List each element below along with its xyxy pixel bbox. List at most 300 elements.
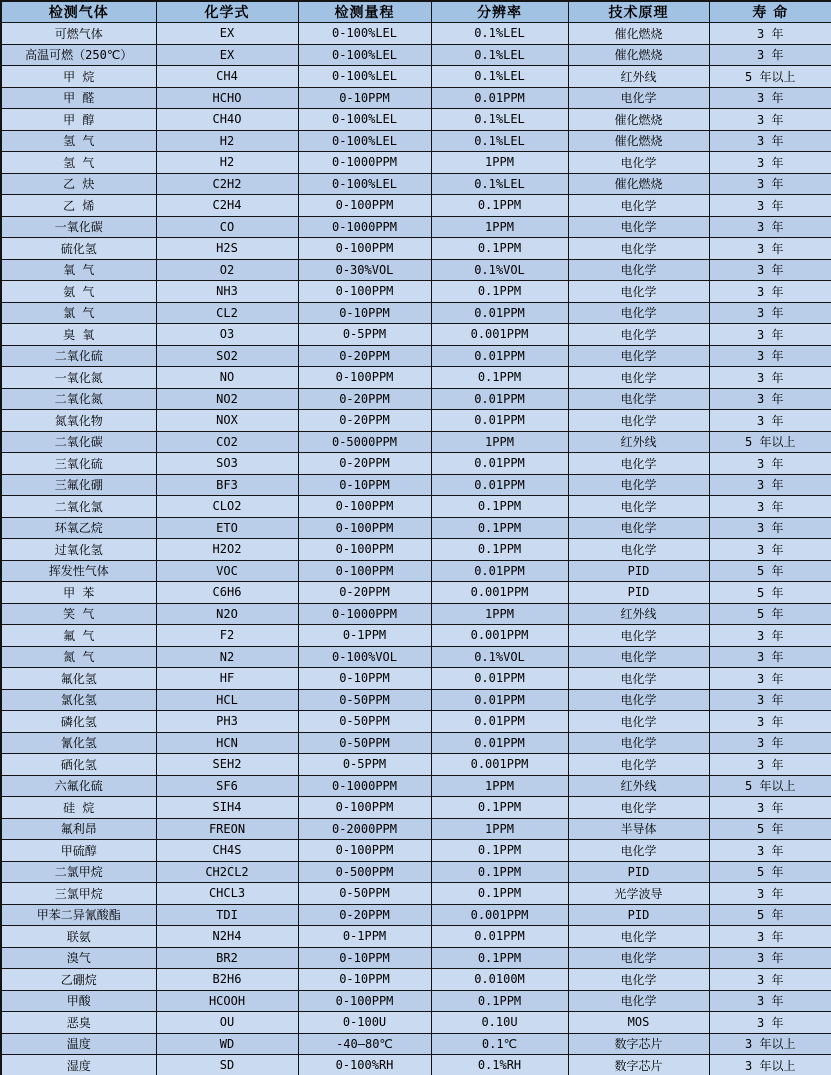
cell-detection-range: 0-1000PPM: [298, 216, 431, 238]
cell-gas-name: 氟 气: [1, 625, 156, 647]
table-row: [1, 388, 831, 410]
cell-technology: 催化燃烧: [568, 109, 709, 131]
cell-chemical-formula: O2: [156, 259, 298, 281]
cell-technology: 电化学: [568, 87, 709, 109]
cell-lifespan: 3 年: [709, 130, 831, 152]
cell-resolution: 0.01PPM: [431, 668, 568, 690]
cell-resolution: 0.1PPM: [431, 539, 568, 561]
cell-detection-range: 0-5PPM: [298, 324, 431, 346]
cell-lifespan: 3 年: [709, 1012, 831, 1034]
cell-lifespan: 5 年: [709, 603, 831, 625]
cell-technology: 电化学: [568, 754, 709, 776]
cell-technology: 红外线: [568, 66, 709, 88]
cell-detection-range: 0-50PPM: [298, 689, 431, 711]
cell-technology: 催化燃烧: [568, 23, 709, 45]
table-row: [1, 496, 831, 518]
cell-technology: 红外线: [568, 603, 709, 625]
cell-detection-range: 0-20PPM: [298, 410, 431, 432]
cell-chemical-formula: EX: [156, 23, 298, 45]
cell-resolution: 0.1℃: [431, 1033, 568, 1055]
table-row: [1, 44, 831, 66]
cell-gas-name: 硒化氢: [1, 754, 156, 776]
cell-technology: 电化学: [568, 517, 709, 539]
cell-lifespan: 3 年: [709, 388, 831, 410]
table-body: [1, 23, 831, 1075]
table-row: [1, 840, 831, 862]
cell-technology: 电化学: [568, 324, 709, 346]
cell-resolution: 0.1%RH: [431, 1055, 568, 1075]
cell-gas-name: 溴气: [1, 947, 156, 969]
table-row: [1, 990, 831, 1012]
cell-chemical-formula: ETO: [156, 517, 298, 539]
cell-gas-name: 六氟化硫: [1, 775, 156, 797]
cell-detection-range: 0-20PPM: [298, 388, 431, 410]
cell-technology: PID: [568, 904, 709, 926]
cell-resolution: 0.1%VOL: [431, 259, 568, 281]
cell-lifespan: 3 年: [709, 87, 831, 109]
cell-technology: 电化学: [568, 410, 709, 432]
cell-detection-range: 0-100PPM: [298, 281, 431, 303]
cell-technology: 电化学: [568, 302, 709, 324]
cell-technology: 电化学: [568, 947, 709, 969]
cell-detection-range: 0-500PPM: [298, 861, 431, 883]
cell-gas-name: 三氟化硼: [1, 474, 156, 496]
cell-lifespan: 3 年: [709, 367, 831, 389]
cell-gas-name: 乙硼烷: [1, 969, 156, 991]
cell-lifespan: 3 年: [709, 216, 831, 238]
table-row: [1, 517, 831, 539]
cell-chemical-formula: O3: [156, 324, 298, 346]
cell-detection-range: 0-5000PPM: [298, 431, 431, 453]
cell-chemical-formula: NO: [156, 367, 298, 389]
cell-technology: 电化学: [568, 926, 709, 948]
cell-detection-range: 0-1000PPM: [298, 775, 431, 797]
cell-technology: 数字芯片: [568, 1033, 709, 1055]
cell-technology: 光学波导: [568, 883, 709, 905]
cell-lifespan: 3 年: [709, 732, 831, 754]
cell-gas-name: 高温可燃（250℃）: [1, 44, 156, 66]
cell-detection-range: 0-100%RH: [298, 1055, 431, 1075]
cell-detection-range: 0-100%LEL: [298, 173, 431, 195]
cell-detection-range: 0-1000PPM: [298, 152, 431, 174]
cell-chemical-formula: SO3: [156, 453, 298, 475]
cell-detection-range: 0-10PPM: [298, 969, 431, 991]
table-row: [1, 668, 831, 690]
cell-detection-range: 0-50PPM: [298, 711, 431, 733]
cell-technology: 电化学: [568, 969, 709, 991]
table-row: [1, 66, 831, 88]
cell-detection-range: 0-20PPM: [298, 345, 431, 367]
table-header: [1, 1, 831, 23]
cell-lifespan: 3 年: [709, 324, 831, 346]
cell-lifespan: 5 年: [709, 818, 831, 840]
cell-resolution: 0.1%LEL: [431, 130, 568, 152]
cell-detection-range: 0-50PPM: [298, 732, 431, 754]
cell-technology: 电化学: [568, 539, 709, 561]
cell-technology: 电化学: [568, 238, 709, 260]
cell-lifespan: 3 年: [709, 109, 831, 131]
table-row: [1, 797, 831, 819]
table-row: [1, 367, 831, 389]
cell-detection-range: -40—80℃: [298, 1033, 431, 1055]
cell-detection-range: 0-100PPM: [298, 990, 431, 1012]
cell-gas-name: 温度: [1, 1033, 156, 1055]
cell-resolution: 0.01PPM: [431, 453, 568, 475]
table-row: [1, 539, 831, 561]
cell-chemical-formula: N2O: [156, 603, 298, 625]
cell-detection-range: 0-100PPM: [298, 195, 431, 217]
cell-technology: 电化学: [568, 216, 709, 238]
table-row: [1, 216, 831, 238]
cell-lifespan: 3 年: [709, 152, 831, 174]
cell-resolution: 0.1PPM: [431, 496, 568, 518]
table-row: [1, 324, 831, 346]
cell-detection-range: 0-10PPM: [298, 668, 431, 690]
cell-lifespan: 3 年: [709, 517, 831, 539]
cell-gas-name: 硅 烷: [1, 797, 156, 819]
cell-resolution: 0.001PPM: [431, 582, 568, 604]
cell-chemical-formula: F2: [156, 625, 298, 647]
cell-resolution: 0.1PPM: [431, 195, 568, 217]
table-row: [1, 947, 831, 969]
table-row: [1, 582, 831, 604]
cell-detection-range: 0-100PPM: [298, 496, 431, 518]
cell-gas-name: 硫化氢: [1, 238, 156, 260]
table-row: [1, 302, 831, 324]
cell-gas-name: 氯化氢: [1, 689, 156, 711]
cell-detection-range: 0-100%LEL: [298, 44, 431, 66]
cell-gas-name: 湿度: [1, 1055, 156, 1075]
cell-chemical-formula: HCHO: [156, 87, 298, 109]
cell-lifespan: 3 年: [709, 195, 831, 217]
cell-technology: 催化燃烧: [568, 173, 709, 195]
cell-chemical-formula: CH4O: [156, 109, 298, 131]
cell-resolution: 0.01PPM: [431, 87, 568, 109]
cell-chemical-formula: NO2: [156, 388, 298, 410]
cell-lifespan: 3 年以上: [709, 1033, 831, 1055]
cell-technology: 电化学: [568, 367, 709, 389]
cell-technology: 电化学: [568, 732, 709, 754]
cell-gas-name: 挥发性气体: [1, 560, 156, 582]
cell-gas-name: 氧 气: [1, 259, 156, 281]
cell-resolution: 1PPM: [431, 431, 568, 453]
cell-detection-range: 0-100PPM: [298, 539, 431, 561]
cell-resolution: 0.01PPM: [431, 711, 568, 733]
cell-chemical-formula: EX: [156, 44, 298, 66]
cell-chemical-formula: CH2CL2: [156, 861, 298, 883]
table-row: [1, 474, 831, 496]
cell-resolution: 0.1%LEL: [431, 44, 568, 66]
cell-chemical-formula: SIH4: [156, 797, 298, 819]
cell-resolution: 1PPM: [431, 818, 568, 840]
cell-detection-range: 0-10PPM: [298, 947, 431, 969]
cell-resolution: 0.1%VOL: [431, 646, 568, 668]
cell-gas-name: 二氧化硫: [1, 345, 156, 367]
cell-detection-range: 0-100PPM: [298, 517, 431, 539]
cell-lifespan: 3 年: [709, 302, 831, 324]
cell-lifespan: 5 年以上: [709, 66, 831, 88]
cell-gas-name: 甲 苯: [1, 582, 156, 604]
table-row: [1, 883, 831, 905]
cell-lifespan: 3 年: [709, 926, 831, 948]
column-header-gas-name: 检测气体: [1, 1, 156, 23]
table-row: [1, 431, 831, 453]
table-row: [1, 646, 831, 668]
cell-technology: 电化学: [568, 646, 709, 668]
cell-chemical-formula: CL2: [156, 302, 298, 324]
cell-chemical-formula: H2: [156, 152, 298, 174]
cell-gas-name: 氟化氢: [1, 668, 156, 690]
cell-technology: 电化学: [568, 474, 709, 496]
cell-chemical-formula: NOX: [156, 410, 298, 432]
table-row: [1, 238, 831, 260]
cell-resolution: 0.01PPM: [431, 926, 568, 948]
cell-chemical-formula: OU: [156, 1012, 298, 1034]
cell-gas-name: 联氨: [1, 926, 156, 948]
cell-lifespan: 3 年: [709, 969, 831, 991]
cell-technology: 电化学: [568, 840, 709, 862]
cell-lifespan: 3 年: [709, 539, 831, 561]
cell-resolution: 0.01PPM: [431, 388, 568, 410]
cell-technology: 红外线: [568, 775, 709, 797]
cell-chemical-formula: HCL: [156, 689, 298, 711]
cell-resolution: 0.1PPM: [431, 840, 568, 862]
cell-resolution: 0.1%LEL: [431, 23, 568, 45]
cell-lifespan: 5 年: [709, 861, 831, 883]
cell-detection-range: 0-10PPM: [298, 302, 431, 324]
table-row: [1, 775, 831, 797]
table-row: [1, 625, 831, 647]
cell-gas-name: 臭 氧: [1, 324, 156, 346]
cell-detection-range: 0-100%LEL: [298, 66, 431, 88]
cell-resolution: 0.001PPM: [431, 904, 568, 926]
cell-gas-name: 二氧化氮: [1, 388, 156, 410]
cell-chemical-formula: C2H2: [156, 173, 298, 195]
cell-chemical-formula: FREON: [156, 818, 298, 840]
cell-detection-range: 0-100PPM: [298, 367, 431, 389]
cell-resolution: 0.01PPM: [431, 732, 568, 754]
cell-chemical-formula: CH4S: [156, 840, 298, 862]
cell-resolution: 0.01PPM: [431, 560, 568, 582]
cell-resolution: 0.1PPM: [431, 990, 568, 1012]
table-row: [1, 345, 831, 367]
cell-chemical-formula: HCN: [156, 732, 298, 754]
cell-gas-name: 环氧乙烷: [1, 517, 156, 539]
table-row: [1, 689, 831, 711]
cell-resolution: 0.001PPM: [431, 754, 568, 776]
cell-technology: 电化学: [568, 990, 709, 1012]
cell-gas-name: 可燃气体: [1, 23, 156, 45]
cell-resolution: 0.1PPM: [431, 883, 568, 905]
cell-resolution: 0.1PPM: [431, 797, 568, 819]
cell-resolution: 0.001PPM: [431, 625, 568, 647]
column-header-detection-range: 检测量程: [298, 1, 431, 23]
cell-chemical-formula: CLO2: [156, 496, 298, 518]
cell-resolution: 0.1PPM: [431, 947, 568, 969]
cell-lifespan: 3 年: [709, 259, 831, 281]
cell-lifespan: 3 年: [709, 238, 831, 260]
table-row: [1, 926, 831, 948]
cell-technology: 电化学: [568, 388, 709, 410]
cell-gas-name: 氰化氢: [1, 732, 156, 754]
cell-lifespan: 5 年: [709, 560, 831, 582]
cell-detection-range: 0-2000PPM: [298, 818, 431, 840]
cell-gas-name: 三氧化硫: [1, 453, 156, 475]
column-header-lifespan: 寿 命: [709, 1, 831, 23]
cell-technology: 电化学: [568, 668, 709, 690]
cell-chemical-formula: N2H4: [156, 926, 298, 948]
cell-gas-name: 氯 气: [1, 302, 156, 324]
cell-lifespan: 3 年: [709, 453, 831, 475]
cell-resolution: 0.1PPM: [431, 238, 568, 260]
cell-lifespan: 3 年: [709, 840, 831, 862]
cell-technology: 电化学: [568, 625, 709, 647]
cell-resolution: 0.1%LEL: [431, 109, 568, 131]
cell-chemical-formula: CO: [156, 216, 298, 238]
cell-technology: 电化学: [568, 152, 709, 174]
cell-resolution: 0.01PPM: [431, 474, 568, 496]
cell-chemical-formula: H2O2: [156, 539, 298, 561]
table-row: [1, 259, 831, 281]
cell-lifespan: 5 年: [709, 904, 831, 926]
cell-lifespan: 3 年: [709, 281, 831, 303]
cell-technology: 红外线: [568, 431, 709, 453]
column-header-chemical-formula: 化学式: [156, 1, 298, 23]
cell-resolution: 0.01PPM: [431, 689, 568, 711]
cell-detection-range: 0-20PPM: [298, 453, 431, 475]
table-row: [1, 130, 831, 152]
header-row: [1, 1, 831, 23]
cell-gas-name: 氮氧化物: [1, 410, 156, 432]
cell-lifespan: 5 年: [709, 582, 831, 604]
cell-technology: 半导体: [568, 818, 709, 840]
cell-technology: PID: [568, 861, 709, 883]
table-row: [1, 732, 831, 754]
cell-detection-range: 0-5PPM: [298, 754, 431, 776]
cell-gas-name: 乙 烯: [1, 195, 156, 217]
cell-gas-name: 甲苯二异氰酸酯: [1, 904, 156, 926]
cell-chemical-formula: SD: [156, 1055, 298, 1075]
cell-lifespan: 3 年: [709, 883, 831, 905]
cell-gas-name: 过氧化氢: [1, 539, 156, 561]
cell-lifespan: 3 年: [709, 625, 831, 647]
cell-resolution: 0.0100M: [431, 969, 568, 991]
cell-chemical-formula: H2S: [156, 238, 298, 260]
table-row: [1, 1033, 831, 1055]
cell-lifespan: 3 年以上: [709, 1055, 831, 1075]
cell-detection-range: 0-10PPM: [298, 87, 431, 109]
cell-chemical-formula: NH3: [156, 281, 298, 303]
table-row: [1, 109, 831, 131]
cell-technology: 催化燃烧: [568, 130, 709, 152]
cell-technology: 数字芯片: [568, 1055, 709, 1075]
cell-technology: 电化学: [568, 259, 709, 281]
column-header-technology: 技术原理: [568, 1, 709, 23]
cell-chemical-formula: CO2: [156, 431, 298, 453]
cell-lifespan: 3 年: [709, 44, 831, 66]
table-row: [1, 754, 831, 776]
cell-chemical-formula: SO2: [156, 345, 298, 367]
cell-technology: 电化学: [568, 281, 709, 303]
table-row: [1, 23, 831, 45]
cell-detection-range: 0-20PPM: [298, 582, 431, 604]
cell-detection-range: 0-100PPM: [298, 560, 431, 582]
cell-technology: 电化学: [568, 797, 709, 819]
cell-gas-name: 乙 炔: [1, 173, 156, 195]
table-row: [1, 904, 831, 926]
cell-gas-name: 笑 气: [1, 603, 156, 625]
cell-lifespan: 3 年: [709, 23, 831, 45]
cell-resolution: 0.01PPM: [431, 410, 568, 432]
table-row: [1, 969, 831, 991]
cell-gas-name: 氢 气: [1, 130, 156, 152]
table-row: [1, 560, 831, 582]
table-row: [1, 603, 831, 625]
table-row: [1, 1055, 831, 1075]
cell-technology: 电化学: [568, 453, 709, 475]
cell-resolution: 1PPM: [431, 152, 568, 174]
cell-gas-name: 氮 气: [1, 646, 156, 668]
cell-detection-range: 0-100PPM: [298, 797, 431, 819]
cell-detection-range: 0-20PPM: [298, 904, 431, 926]
cell-gas-name: 甲 醛: [1, 87, 156, 109]
cell-detection-range: 0-30%VOL: [298, 259, 431, 281]
cell-detection-range: 0-50PPM: [298, 883, 431, 905]
cell-chemical-formula: CHCL3: [156, 883, 298, 905]
cell-gas-name: 一氧化氮: [1, 367, 156, 389]
cell-lifespan: 3 年: [709, 496, 831, 518]
cell-gas-name: 二氧化碳: [1, 431, 156, 453]
cell-technology: MOS: [568, 1012, 709, 1034]
cell-resolution: 0.01PPM: [431, 345, 568, 367]
cell-detection-range: 0-1PPM: [298, 926, 431, 948]
cell-detection-range: 0-100PPM: [298, 238, 431, 260]
cell-detection-range: 0-100%LEL: [298, 23, 431, 45]
cell-chemical-formula: B2H6: [156, 969, 298, 991]
cell-technology: 电化学: [568, 345, 709, 367]
cell-lifespan: 3 年: [709, 173, 831, 195]
cell-chemical-formula: WD: [156, 1033, 298, 1055]
cell-gas-name: 恶臭: [1, 1012, 156, 1034]
table-row: [1, 861, 831, 883]
table-row: [1, 195, 831, 217]
cell-chemical-formula: H2: [156, 130, 298, 152]
cell-technology: 电化学: [568, 195, 709, 217]
cell-detection-range: 0-1PPM: [298, 625, 431, 647]
column-header-resolution: 分辨率: [431, 1, 568, 23]
cell-lifespan: 5 年以上: [709, 775, 831, 797]
table-row: [1, 173, 831, 195]
cell-detection-range: 0-10PPM: [298, 474, 431, 496]
cell-lifespan: 3 年: [709, 646, 831, 668]
cell-detection-range: 0-100PPM: [298, 840, 431, 862]
table-row: [1, 87, 831, 109]
cell-technology: 电化学: [568, 496, 709, 518]
cell-chemical-formula: BF3: [156, 474, 298, 496]
cell-gas-name: 甲 醇: [1, 109, 156, 131]
cell-chemical-formula: SF6: [156, 775, 298, 797]
cell-gas-name: 三氯甲烷: [1, 883, 156, 905]
cell-detection-range: 0-100%VOL: [298, 646, 431, 668]
cell-detection-range: 0-100U: [298, 1012, 431, 1034]
cell-chemical-formula: N2: [156, 646, 298, 668]
cell-resolution: 1PPM: [431, 775, 568, 797]
cell-chemical-formula: HCOOH: [156, 990, 298, 1012]
cell-lifespan: 3 年: [709, 410, 831, 432]
cell-gas-name: 甲酸: [1, 990, 156, 1012]
cell-chemical-formula: TDI: [156, 904, 298, 926]
cell-resolution: 0.1%LEL: [431, 173, 568, 195]
